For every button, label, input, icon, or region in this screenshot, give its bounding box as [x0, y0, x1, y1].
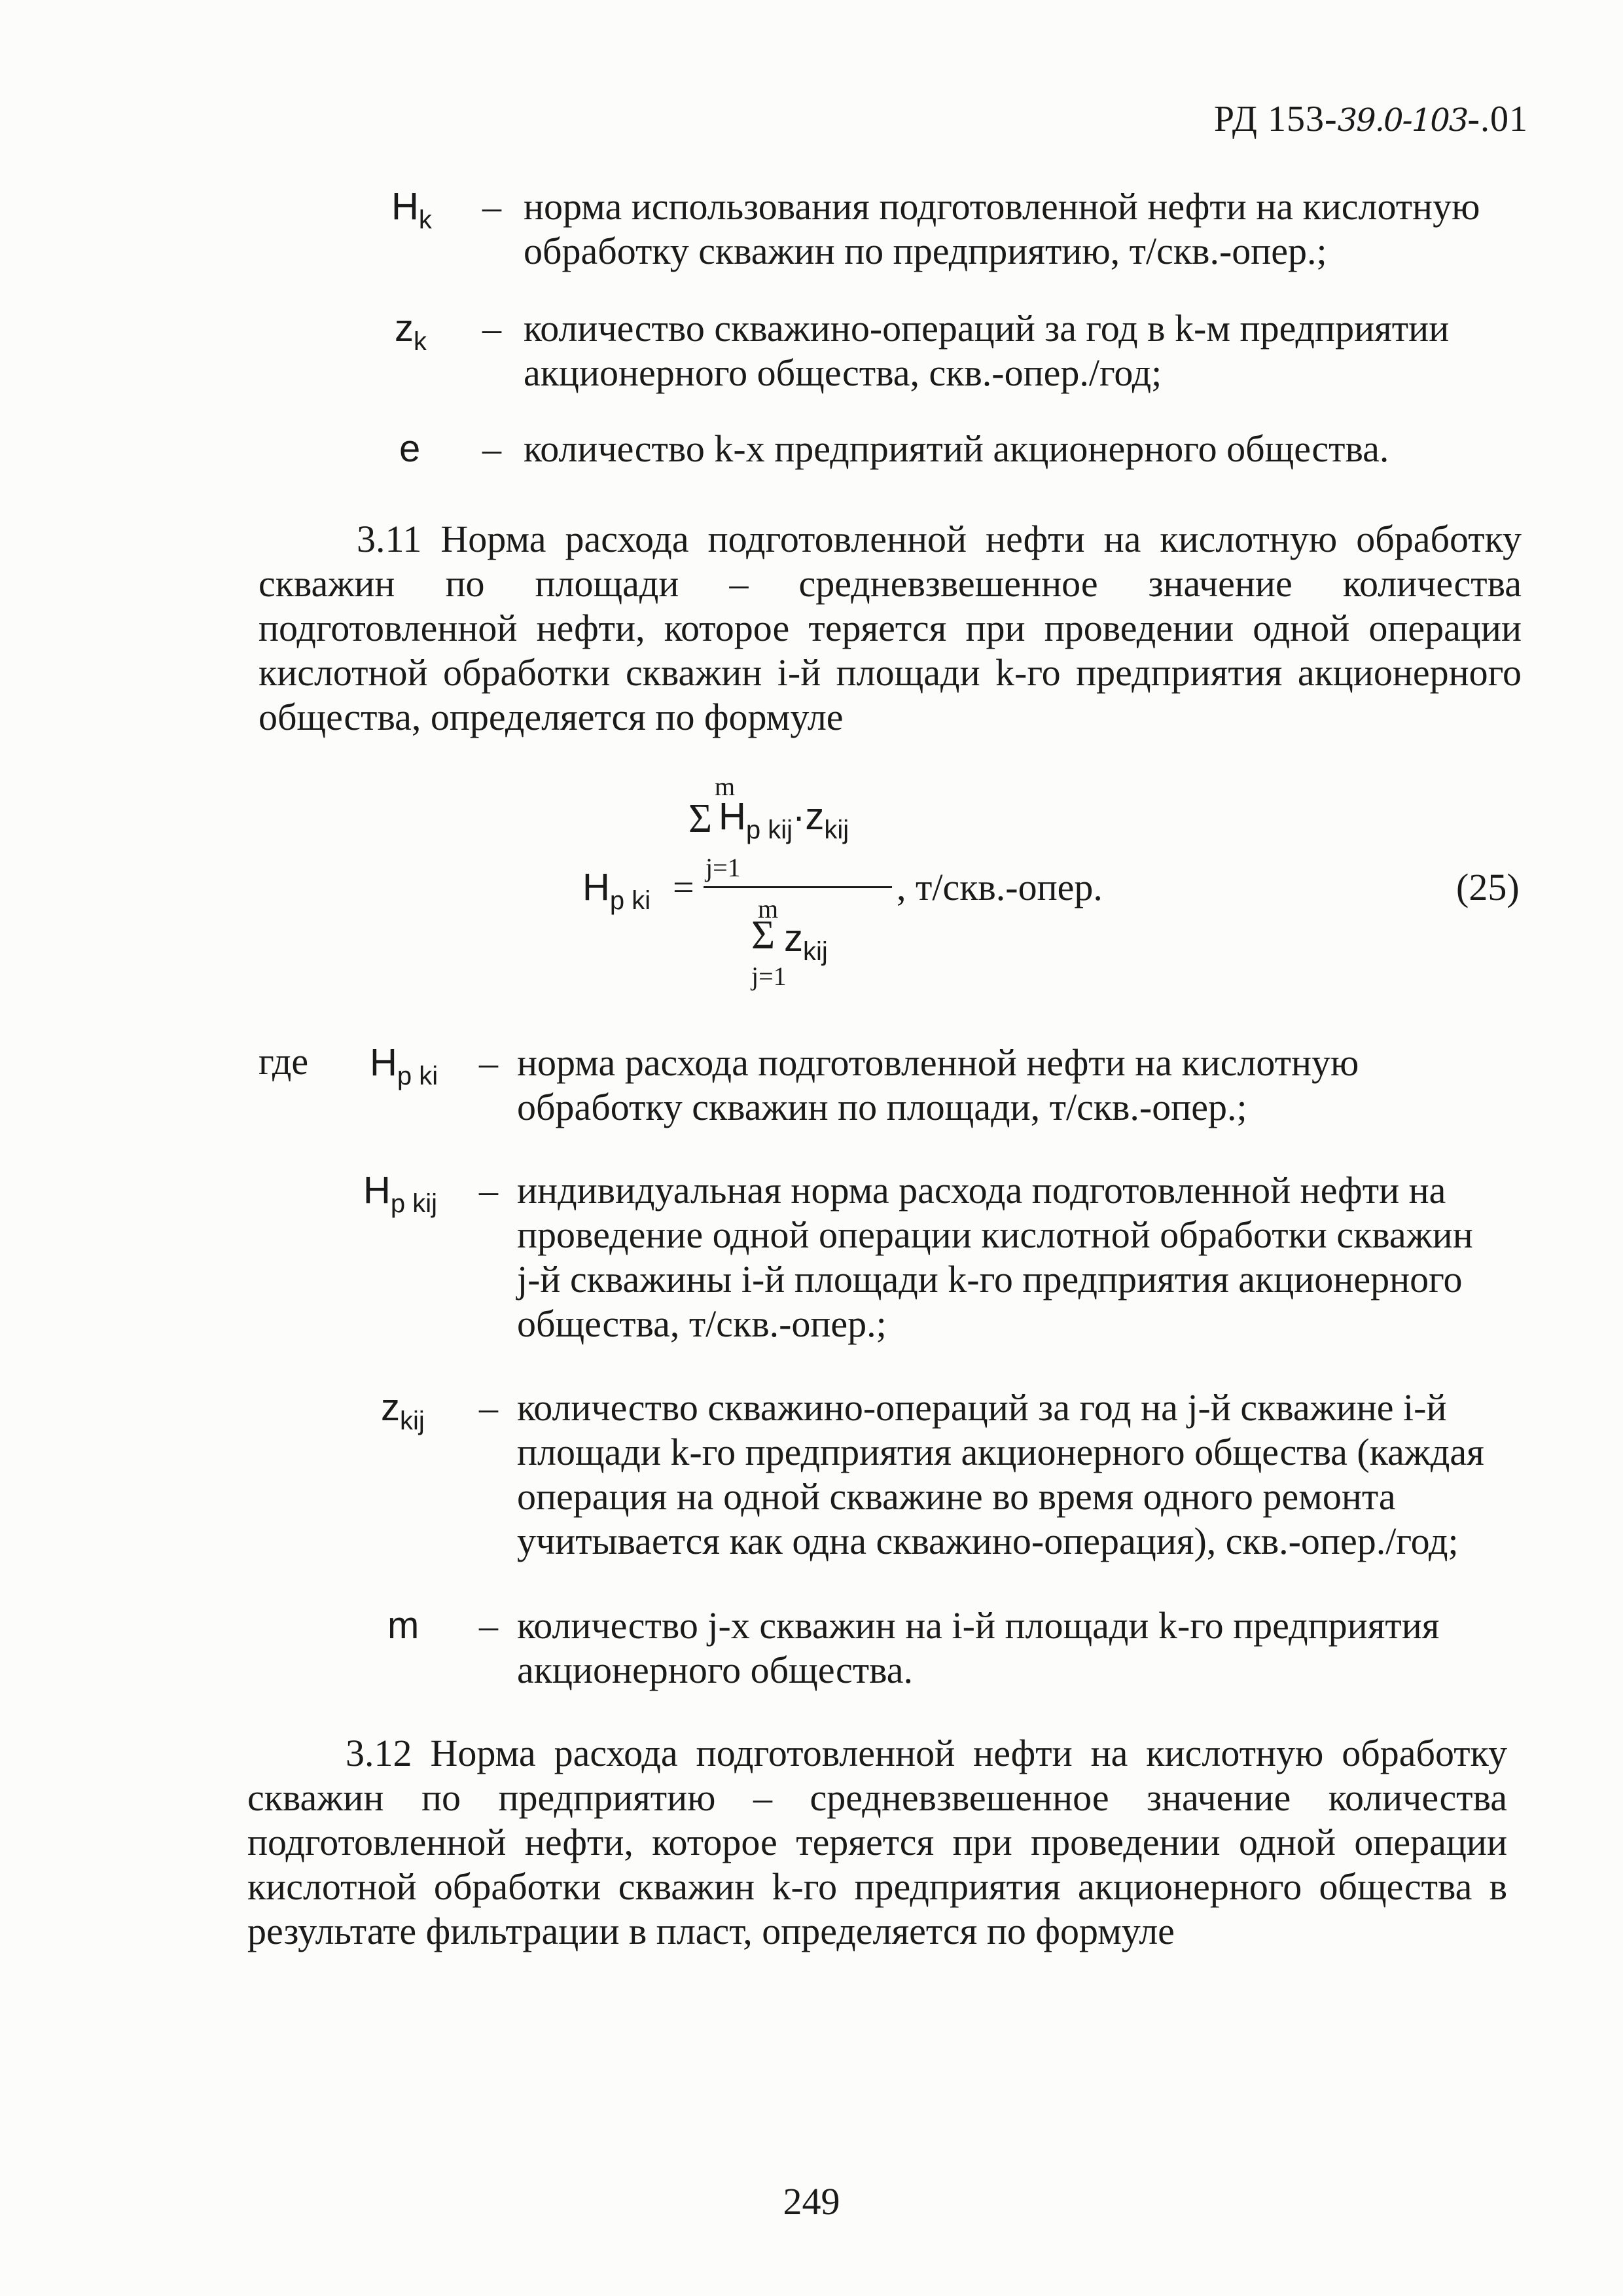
formula-unit: , т/скв.-опер.	[897, 866, 1103, 908]
definition-m: количество j-х скважин на i-й площади k-го предприятия акционерного общества.	[517, 1604, 1440, 1691]
symbol-zkij: $z_{kij}$	[381, 1386, 425, 1435]
definition-hpkij: индивидуальная норма расхода подготовленной нефти на проведение одной операции кислотной обработки скважин j-й скважины i-й площади k-го предприятия акционерного общества, т/скв.-опер.;	[517, 1169, 1473, 1345]
definition-zk: количество скважино-операций за год в k-м предприятии акционерного общества, скв.-опер./год;	[524, 307, 1450, 394]
symbol-e: e	[399, 427, 421, 470]
paragraph-3-11: 3.11 Норма расхода подготовленной нефти на кислотную обработку скважин по площади – средневзвешенное значение количества подготовленной нефти, которое теряется при проведении одной операции кислотной обработки скважин i-й площади k-го предприятия акционерного общества, определяется по формуле	[259, 518, 1522, 738]
dash: –	[479, 1169, 498, 1211]
symbol-hpkij: $H_{p kij}$	[363, 1169, 438, 1218]
formula-number: (25)	[1456, 866, 1520, 908]
symbol-hpki: $H_{p ki}$	[370, 1041, 438, 1090]
equals-sign: =	[673, 866, 694, 908]
sum-upper-limit: m	[715, 772, 736, 801]
dash: –	[482, 307, 501, 350]
dash: –	[479, 1041, 498, 1084]
den-sum-symbol: Σ	[751, 913, 776, 958]
paragraph-3-12: 3.12 Норма расхода подготовленной нефти на кислотную обработку скважин по предприятию – средневзвешенное значение количества подготовленной нефти, которое теряется при проведении одной операции кислотной обработки скважин k-го предприятия акционерного общества в результате фильтрации в пласт, определяется по формуле	[247, 1732, 1507, 1952]
definition-zkij: количество скважино-операций за год на j-й скважине i-й площади k-го предприятия акционерного общества (каждая операция на одной скважине во время одного ремонта учитывается как одна скважино-операция), скв.-опер./год;	[517, 1386, 1484, 1562]
dash: –	[479, 1604, 498, 1647]
denominator-z: $z_{kij}$	[784, 917, 828, 966]
where-label: где	[259, 1040, 309, 1083]
header-suffix: -.01	[1467, 99, 1528, 139]
page-number: 249	[783, 2180, 840, 2223]
dash: –	[482, 185, 501, 228]
formula-lhs: $H_{p ki}$	[582, 866, 651, 915]
symbol-m: m	[387, 1604, 419, 1647]
dash: –	[479, 1386, 498, 1429]
sum-symbol: Σ	[688, 797, 713, 841]
sum-lower-limit: j=1	[705, 853, 741, 882]
den-lower-limit: j=1	[751, 961, 787, 991]
dash: –	[482, 427, 501, 470]
definition-e: количество k-х предприятий акционерного общества.	[524, 427, 1389, 470]
definition-hk: норма использования подготовленной нефти на кислотную обработку скважин по предприятию, т/скв.-опер.;	[524, 185, 1480, 272]
fraction-bar	[704, 886, 892, 888]
header-handwritten-number: 39.0-103	[1337, 102, 1468, 139]
den-upper-limit: m	[758, 894, 779, 924]
symbol-hk: $H_k$	[391, 185, 432, 234]
definition-hpki: норма расхода подготовленной нефти на кислотную обработку скважин по площади, т/скв.-опер.;	[517, 1041, 1359, 1128]
symbol-zk: $z_k$	[395, 307, 427, 356]
numerator-h: $H_{p kij}\cdot z_{kij}$	[719, 795, 849, 844]
header-prefix: РД 153-	[1213, 99, 1338, 139]
